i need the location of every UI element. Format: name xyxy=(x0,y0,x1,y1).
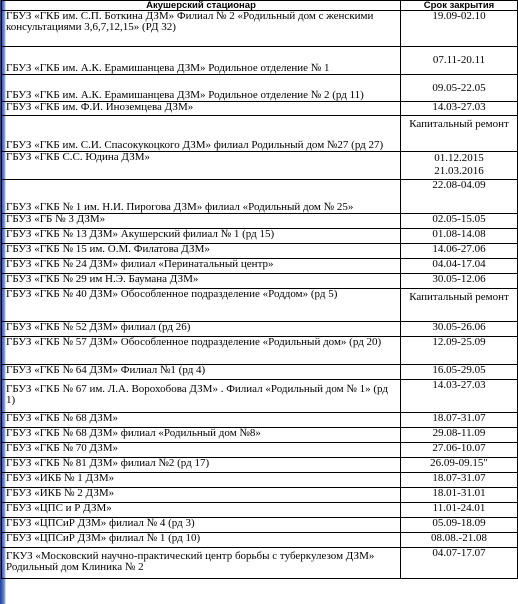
hospital-name: ГБУЗ «ЦПСиР ДЗМ» филиал № 4 (рд 3) xyxy=(2,518,401,533)
hospital-name: ГБУЗ «ГКБ № 81 ДЗМ» филиал №2 (рд 17) xyxy=(2,458,401,473)
closure-dates: 18.07-31.07 xyxy=(401,473,518,488)
table-row xyxy=(2,413,518,428)
closure-dates: 04.04-17.04 xyxy=(401,259,518,274)
table-row xyxy=(2,533,518,548)
closure-dates: Капитальный ремонт xyxy=(401,116,518,152)
closure-dates: 02.05-15.05 xyxy=(401,214,518,229)
hospital-name: ГБУЗ «ГКБ № 70 ДЗМ» xyxy=(2,443,401,458)
hospital-name: ГБУЗ «ЦПС и Р ДЗМ» xyxy=(2,503,401,518)
closure-dates: 05.09-18.09 xyxy=(401,518,518,533)
hospital-name: ГБУЗ «ГКБ № 68 ДЗМ» xyxy=(2,413,401,428)
table-row xyxy=(2,488,518,503)
table-row xyxy=(2,229,518,244)
table-row xyxy=(2,380,518,413)
hospital-name: ГБУЗ «ИКБ № 1 ДЗМ» xyxy=(2,473,401,488)
table-row xyxy=(2,458,518,473)
closure-dates: Капитальный ремонт xyxy=(401,289,518,322)
closure-dates: 18.01-31.01 xyxy=(401,488,518,503)
hospital-name: ГБУЗ «ГКБ № 1 им. Н.И. Пирогова ДЗМ» филиал «Родильный дом № 25» xyxy=(2,180,401,214)
hospital-name: ГБУЗ «ГКБ № 15 им. О.М. Филатова ДЗМ» xyxy=(2,244,401,259)
table-row xyxy=(2,214,518,229)
table-row xyxy=(2,503,518,518)
hospital-name: ГБУЗ «ГКБ им. А.К. Ерамишанцева ДЗМ» Родильное отделение № 2 (рд 11) xyxy=(2,75,401,102)
table-row xyxy=(2,102,518,116)
closure-dates: 09.05-22.05 xyxy=(401,75,518,102)
hospital-name: ГБУЗ «ГКБ № 57 ДЗМ» Обособленное подразделение «Родильный дом» (рд 20) xyxy=(2,337,401,365)
header-closure-period: Срок закрытия xyxy=(401,1,518,11)
table-header-row xyxy=(2,1,518,11)
closure-dates: 22.08-04.09 xyxy=(401,180,518,214)
closure-dates: 30.05-12.06 xyxy=(401,274,518,289)
table-row xyxy=(2,180,518,214)
hospital-name: ГБУЗ «ГКБ № 52 ДЗМ» филиал (рд 26) xyxy=(2,322,401,337)
hospital-name: ГБУЗ «ГКБ № 24 ДЗМ» филиал «Перинатальный центр» xyxy=(2,259,401,274)
closure-dates: 08.08.-21.08 xyxy=(401,533,518,548)
table-row xyxy=(2,518,518,533)
hospital-name: ГБУЗ «ГКБ № 13 ДЗМ» Акушерский филиал № 1 (рд 15) xyxy=(2,229,401,244)
hospital-name: ГБУЗ «ГКБ им. С.И. Спасокукоцкого ДЗМ» филиал Родильный дом №27 (рд 27) xyxy=(2,116,401,152)
hospital-name: ГБУЗ «ГКБ № 67 им. Л.А. Ворохобова ДЗМ» . Филиал «Родильный дом № 1» (рд 1) xyxy=(2,380,401,413)
table-row xyxy=(2,365,518,380)
maternity-closure-table xyxy=(1,0,518,579)
closure-dates: 12.09-25.09 xyxy=(401,337,518,365)
closure-dates: 14.03-27.03 xyxy=(401,102,518,116)
closure-dates: 26.09-09.15" xyxy=(401,458,518,473)
closure-dates: 04.07-17.07 xyxy=(401,548,518,579)
closure-dates: 14.06-27.06 xyxy=(401,244,518,259)
hospital-name: ГБУЗ «ГКБ им. Ф.И. Иноземцева ДЗМ» xyxy=(2,102,401,116)
table-row xyxy=(2,152,518,180)
hospital-name: ГБУЗ «ИКБ № 2 ДЗМ» xyxy=(2,488,401,503)
hospital-name: ГБУЗ «ГКБ им. С.П. Боткина ДЗМ» Филиал № 2 «Родильный дом с женскими консультациями 3,6,7,12,15» (РД 32) xyxy=(2,11,401,47)
closure-dates: 30.05-26.06 xyxy=(401,322,518,337)
hospital-name: ГБУЗ «ГКБ № 64 ДЗМ» Филиал №1 (рд 4) xyxy=(2,365,401,380)
table-row xyxy=(2,428,518,443)
closure-dates: 19.09-02.10 xyxy=(401,11,518,47)
document-page xyxy=(1,0,517,579)
closure-dates: 01.08-14.08 xyxy=(401,229,518,244)
closure-dates: 29.08-11.09 xyxy=(401,428,518,443)
closure-dates: 07.11-20.11 xyxy=(401,47,518,75)
table-row xyxy=(2,443,518,458)
table-row xyxy=(2,337,518,365)
table-row xyxy=(2,116,518,152)
table-row xyxy=(2,75,518,102)
table-row xyxy=(2,322,518,337)
table-row xyxy=(2,548,518,579)
closure-dates: 27.06-10.07 xyxy=(401,443,518,458)
hospital-name: ГБУЗ «ГКБ С.С. Юдина ДЗМ» xyxy=(2,152,401,180)
table-row xyxy=(2,473,518,488)
closure-dates: 18.07-31.07 xyxy=(401,413,518,428)
hospital-name: ГБУЗ «ГКБ № 40 ДЗМ» Обособленное подразделение «Роддом» (рд 5) xyxy=(2,289,401,322)
table-row xyxy=(2,274,518,289)
hospital-name: ГБУЗ «ГКБ им. А.К. Ерамишанцева ДЗМ» Родильное отделение № 1 xyxy=(2,47,401,75)
table-row xyxy=(2,259,518,274)
closure-dates: 11.01-24.01 xyxy=(401,503,518,518)
table-row xyxy=(2,289,518,322)
closure-dates: 01.12.2015 21.03.2016 xyxy=(401,152,518,180)
hospital-name: ГКУЗ «Московский научно-практический центр борьбы с туберкулезом ДЗМ» Родильный дом Клиника № 2 xyxy=(2,548,401,579)
hospital-name: ГБУЗ «ГКБ № 29 им Н.Э. Баумана ДЗМ» xyxy=(2,274,401,289)
header-hospital: Акушерский стационар xyxy=(2,1,401,11)
hospital-name: ГБУЗ «ГКБ № 68 ДЗМ» филиал «Родильный дом №8» xyxy=(2,428,401,443)
table-row xyxy=(2,11,518,47)
closure-dates: 14.03-27.03 xyxy=(401,380,518,413)
closure-dates: 16.05-29.05 xyxy=(401,365,518,380)
hospital-name: ГБУЗ «ГБ № 3 ДЗМ» xyxy=(2,214,401,229)
table-row xyxy=(2,244,518,259)
table-row xyxy=(2,47,518,75)
hospital-name: ГБУЗ «ЦПСиР ДЗМ» филиал № 1 (рд 10) xyxy=(2,533,401,548)
